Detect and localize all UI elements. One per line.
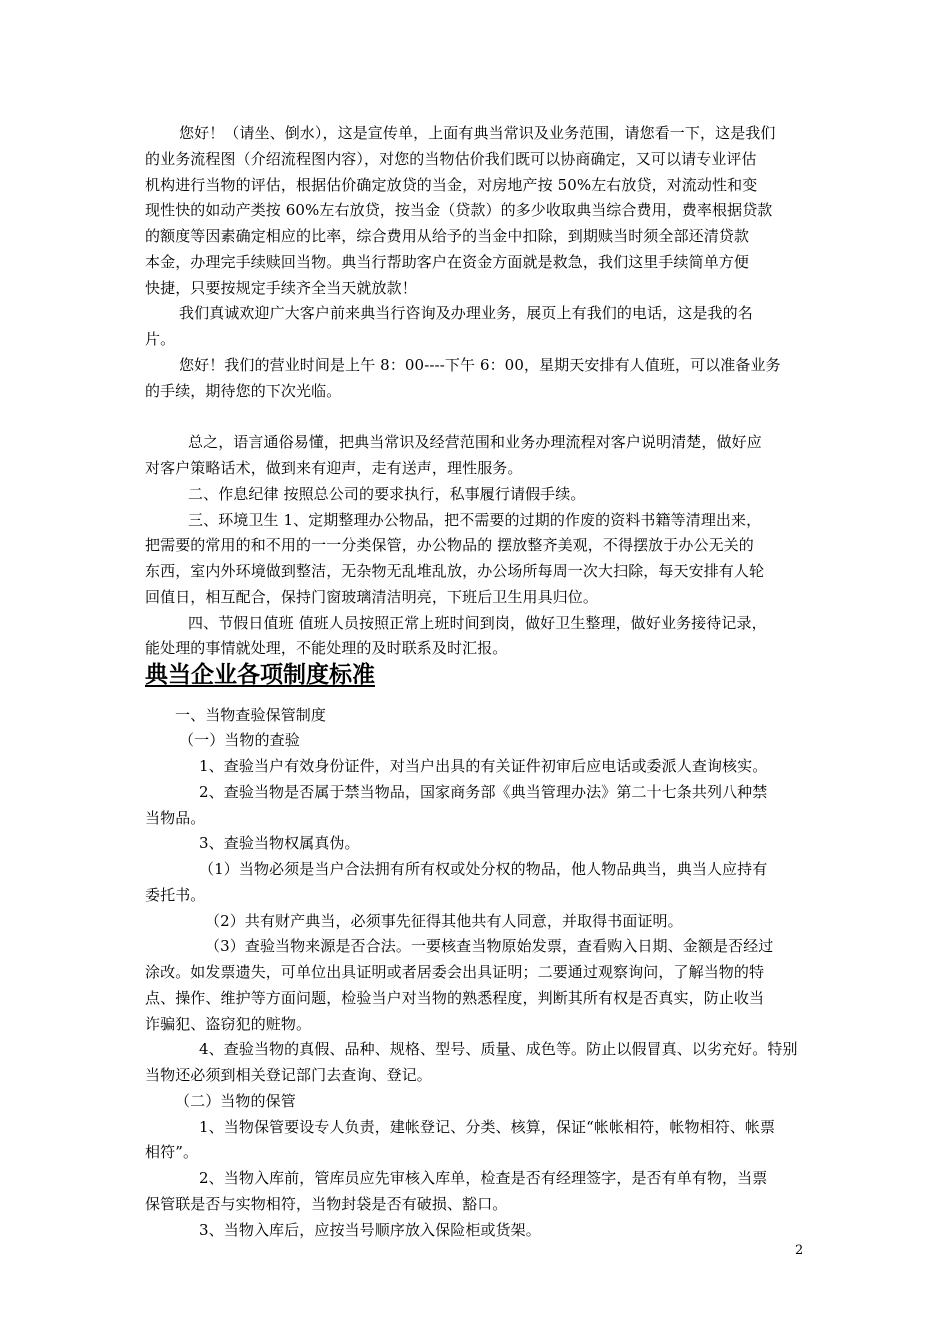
section-line: 一、当物查验保管制度 [175, 706, 327, 724]
section-line: 当物品。 [145, 809, 206, 827]
rules-line: 总之，语言通俗易懂，把典当常识及经营范围和业务办理流程对客户说明清楚，做好应 [188, 433, 762, 451]
intro-line: 现性快的如动产类按 60%左右放贷，按当金（贷款）的多少收取典当综合费用，费率根据贷款 [145, 201, 773, 219]
rules-line: 四、节假日值班 值班人员按照正常上班时间到岗，做好卫生整理，做好业务接待记录， [188, 614, 767, 632]
intro-line: 的额度等因素确定相应的比率，综合费用从给予的当金中扣除，到期赎当时须全部还清贷款 [145, 227, 750, 245]
rules-line: 能处理的事情就处理，不能处理的及时联系及时汇报。 [145, 639, 508, 657]
section-line: （二）当物的保管 [175, 1092, 296, 1110]
rules-line: 对客户策略话术，做到来有迎声，走有送声，理性服务。 [145, 459, 523, 477]
section-line: 2、查验当物是否属于禁当物品，国家商务部《典当管理办法》第二十七条共列八种禁 [199, 783, 768, 801]
section-line: 涂改。如发票遗失，可单位出具证明或者居委会出具证明；二要通过观察询问，了解当物的特 [145, 963, 765, 981]
intro-line: 机构进行当物的评估，根据估价确定放贷的当金，对房地产按 50%左右放贷，对流动性和变 [145, 176, 758, 194]
rules-line: 东西，室内外环境做到整洁，无杂物无乱堆乱放，办公场所每周一次大扫除，每天安排有人轮 [145, 562, 765, 580]
section-line: 2、当物入库前，管库员应先审核入库单，检查是否有经理签字，是否有单有物，当票 [199, 1169, 768, 1187]
intro-line: 本金，办理完手续赎回当物。典当行帮助客户在资金方面就是救急，我们这里手续简单方便 [145, 253, 750, 271]
rules-line: 三、环境卫生 1、定期整理办公物品，把不需要的过期的作废的资料书籍等清理出来， [188, 511, 762, 529]
section-line: 点、操作、维护等方面问题，检验当户对当物的熟悉程度，判断其所有权是否真实，防止收当 [145, 989, 765, 1007]
intro-line: 的手续，期待您的下次光临。 [145, 382, 342, 400]
section-line: （一）当物的查验 [179, 731, 300, 749]
section-line: 1、查验当户有效身份证件，对当户出具的有关证件初审后应电话或委派人查询核实。 [199, 757, 768, 775]
rules-line: 回值日，相互配合，保持门窗玻璃清洁明亮，下班后卫生用具归位。 [145, 588, 599, 606]
intro-line: 我们真诚欢迎广大客户前来典当行咨询及办理业务，展页上有我们的电话，这是我的名 [179, 304, 753, 322]
page-number: 2 [795, 1243, 804, 1258]
section-heading: 典当企业各项制度标准 [145, 662, 375, 688]
section-line: 委托书。 [145, 886, 206, 904]
rules-line: 把需要的常用的和不用的一一分类保管，办公物品的 摆放整齐美观，不得摆放于办公无关的 [145, 536, 754, 554]
section-line: 当物还必须到相关登记部门去查询、登记。 [145, 1066, 432, 1084]
section-line: 相符”。 [145, 1143, 199, 1161]
section-line: 3、查验当物权属真伪。 [199, 834, 360, 852]
intro-line: 片。 [145, 330, 176, 348]
intro-line: 的业务流程图（介绍流程图内容），对您的当物估价我们既可以协商确定，又可以请专业评估 [145, 150, 757, 168]
intro-line: 快捷，只要按规定手续齐全当天就放款！ [145, 279, 417, 297]
section-line: 保管联是否与实物相符，当物封袋是否有破损、豁口。 [145, 1195, 508, 1213]
section-line: （1）当物必须是当户合法拥有所有权或处分权的物品，他人物品典当，典当人应持有 [199, 860, 768, 878]
section-line: 4、查验当物的真假、品种、规格、型号、质量、成色等。防止以假冒真、以劣充好。特别 [199, 1040, 798, 1058]
section-line: 诈骗犯、盗窃犯的赃物。 [145, 1015, 312, 1033]
intro-line: 您好！我们的营业时间是上午 8：00----下午 6：00，星期天安排有人值班，可以准备业务 [179, 356, 781, 374]
intro-line: 您好！（请坐、倒水），这是宣传单，上面有典当常识及业务范围，请您看一下，这是我们 [179, 124, 776, 142]
section-line: （2）共有财产典当，必须事先征得其他共有人同意，并取得书面证明。 [205, 912, 683, 930]
section-line: （3）查验当物来源是否合法。一要核查当物原始发票，查看购入日期、金额是否经过 [205, 937, 774, 955]
section-line: 1、当物保管要设专人负责，建帐登记、分类、核算，保证“帐帐相符，帐物相符、帐票 [199, 1118, 776, 1136]
rules-line: 二、作息纪律 按照总公司的要求执行，私事履行请假手续。 [188, 485, 586, 503]
section-line: 3、当物入库后，应按当号顺序放入保险柜或货架。 [199, 1221, 541, 1239]
